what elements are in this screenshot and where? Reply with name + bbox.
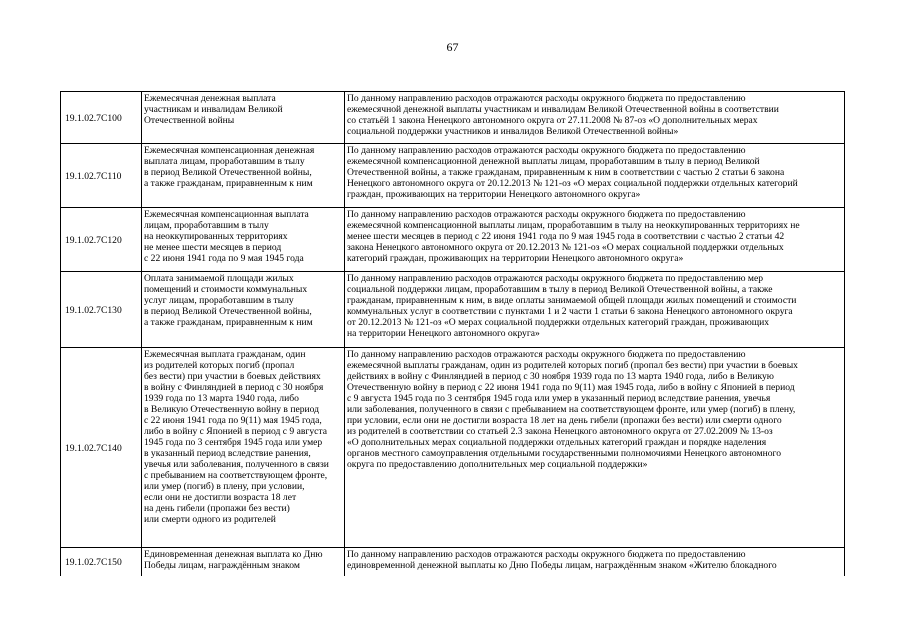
row-name: Единовременная денежная выплата ко Дню Победы лицам, награждённым знаком (142, 548, 345, 576)
row-name: Ежемесячная компенсационная выплата лицам, проработавшим в тылу на неоккупированных территориях не менее шести месяцев в период с 22 июня 1941 года по 9 мая 1945 года (142, 208, 345, 272)
row-code: 19.1.02.7С130 (61, 272, 142, 348)
budget-classification-table (60, 91, 845, 576)
row-name: Оплата занимаемой площади жилых помещений и стоимости коммунальных услуг лицам, проработавшим в тылу в период Великой Отечественной войны, а также гражданам, приравненным к ним (142, 272, 345, 348)
row-description: По данному направлению расходов отражаются расходы окружного бюджета по предоставлению ежемесячной компенсационной выплаты лицам, проработавшим в тылу на неоккупированных территориях не менее шести месяцев в период с 22 июня 1941 года по 9 мая 1945 года в соответствии с частью 2 статьи 42 закона Ненецкого автономного округа от 20.12.2013 № 121-оз «О мерах социальной поддержки отдельных категорий граждан, проживающих на территории Ненецкого автономного округа» (345, 208, 845, 272)
table-row (61, 548, 845, 576)
row-description: По данному направлению расходов отражаются расходы окружного бюджета по предоставлению ежемесячной компенсационной денежной выплаты лицам, проработавшим в тылу в период Великой Отечественной войны, а также гражданам, приравненным к ним в соответствии с частью 2 статьи 6 закона Ненецкого автономного округа от 20.12.2013 № 121-оз «О мерах социальной поддержки отдельных категорий граждан, проживающих на территории Ненецкого автономного округа» (345, 144, 845, 208)
row-code: 19.1.02.7С150 (61, 548, 142, 576)
row-code: 19.1.02.7С140 (61, 348, 142, 548)
table-row (61, 208, 845, 272)
row-name: Ежемесячная компенсационная денежная выплата лицам, проработавшим в тылу в период Великой Отечественной войны, а также гражданам, приравненным к ним (142, 144, 345, 208)
row-description: По данному направлению расходов отражаются расходы окружного бюджета по предоставлению единовременной денежной выплаты ко Дню Победы лицам, награждённым знаком «Жителю блокадного (345, 548, 845, 576)
row-code: 19.1.02.7С110 (61, 144, 142, 208)
table-row (61, 272, 845, 348)
table-row (61, 348, 845, 548)
row-name: Ежемесячная выплата гражданам, один из родителей которых погиб (пропал без вести) при участии в боевых действиях в войну с Финляндией в период с 30 ноября 1939 года по 13 марта 1940 года, либо в Великую Отечественную войну в период с 22 июня 1941 года по 9(11) мая 1945 года, либо в войну с Японией в период с 9 августа 1945 года по 3 сентября 1945 года или умер в указанный период вследствие ранения, увечья или заболевания, полученного в связи с пребыванием на соответствующем фронте, или умер (погиб) в плену, при условии, если они не достигли возраста 18 лет на день гибели (пропажи без вести) или смерти одного из родителей (142, 348, 345, 548)
row-name: Ежемесячная денежная выплата участникам и инвалидам Великой Отечественной войны (142, 92, 345, 144)
row-description: По данному направлению расходов отражаются расходы окружного бюджета по предоставлению ежемесячной денежной выплаты участникам и инвалидам Великой Отечественной войны в соответствии со статьёй 1 закона Ненецкого автономного округа от 27.11.2008 № 87-оз «О дополнительных мерах социальной поддержки участников и инвалидов Великой Отечественной войны» (345, 92, 845, 144)
row-description: По данному направлению расходов отражаются расходы окружного бюджета по предоставлению мер социальной поддержки лицам, проработавшим в тылу в период Великой Отечественной войны, а также гражданам, приравненным к ним, в виде оплаты занимаемой общей площади жилых помещений и стоимости коммунальных услуг в соответствии с пунктами 1 и 2 части 1 статьи 6 закона Ненецкого автономного округа от 20.12.2013 № 121-оз «О мерах социальной поддержки отдельных категорий граждан, проживающих на территории Ненецкого автономного округа» (345, 272, 845, 348)
page-number: 67 (446, 40, 459, 54)
row-code: 19.1.02.7С120 (61, 208, 142, 272)
table-row (61, 92, 845, 144)
row-code: 19.1.02.7С100 (61, 92, 142, 144)
row-description: По данному направлению расходов отражаются расходы окружного бюджета по предоставлению ежемесячной выплаты гражданам, один из родителей которых погиб (пропал без вести) при участии в боевых действиях в войну с Финляндией в период с 30 ноября 1939 года по 13 марта 1940 года, либо в Великую Отечественную войну в период с 22 июня 1941 года по 9(11) мая 1945 года, либо в войну с Японией в период с 9 августа 1945 года по 3 сентября 1945 года или умер в указанный период вследствие ранения, увечья или заболевания, полученного в связи с пребыванием на соответствующем фронте, или умер (погиб) в плену, при условии, если они не достигли возраста 18 лет на день гибели (пропажи без вести) или смерти одного из родителей в соответствии со статьей 2.3 закона Ненецкого автономного округа от 27.02.2009 № 13-оз «О дополнительных мерах социальной поддержки отдельных категорий граждан и порядке наделения органов местного самоуправления отдельными государственными полномочиями Ненецкого автономного округа по предоставлению дополнительных мер социальной поддержки» (345, 348, 845, 548)
table-row (61, 144, 845, 208)
